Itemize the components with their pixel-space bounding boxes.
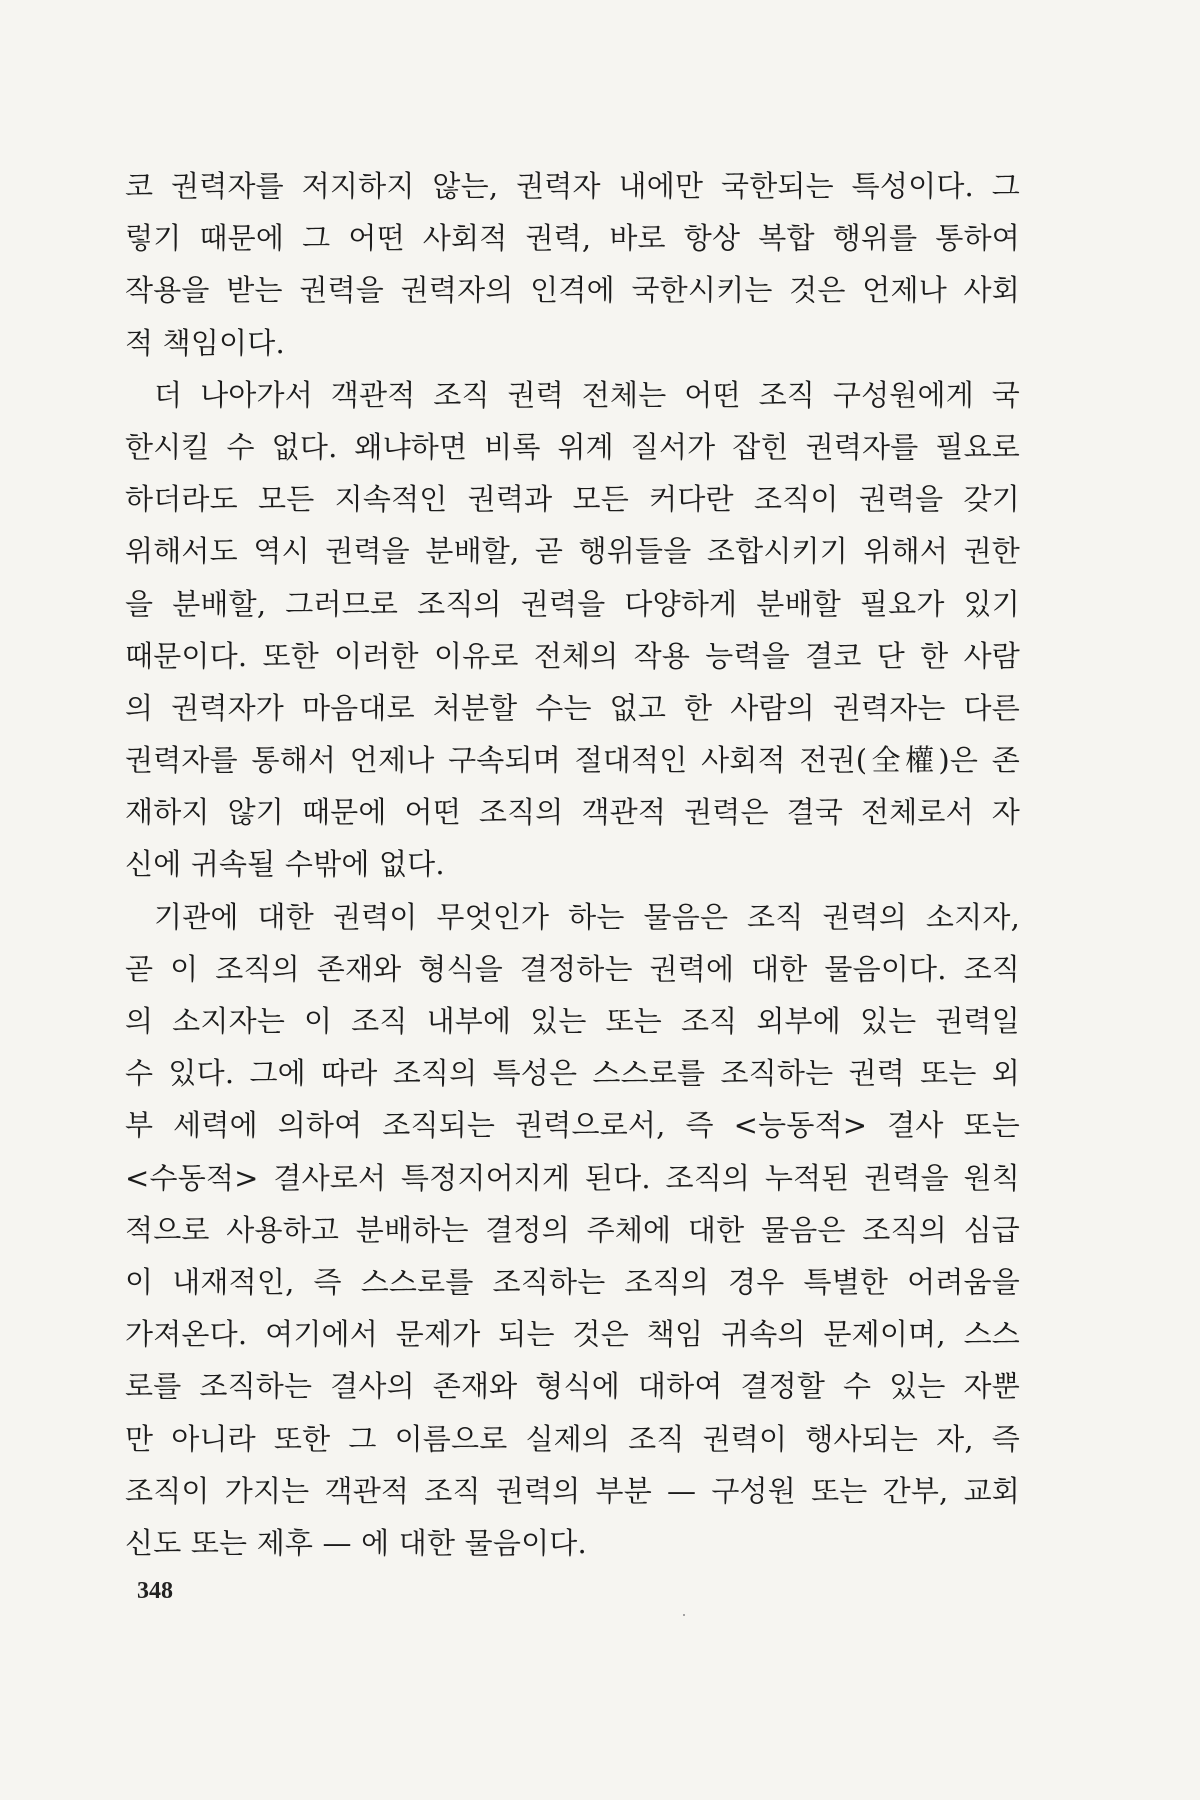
text-line: 을 분배할, 그러므로 조직의 권력을 다양하게 분배할 필요가 있기 <box>125 586 1020 621</box>
text-line: 가져온다. 여기에서 문제가 되는 것은 책임 귀속의 문제이며, 스스 <box>125 1317 1020 1352</box>
text-line: 재하지 않기 때문에 어떤 조직의 객관적 권력은 결국 전체로서 자 <box>125 795 1020 830</box>
text-line: 한시킬 수 없다. 왜냐하면 비록 위계 질서가 잡힌 권력자를 필요로 <box>125 429 1020 464</box>
scan-speck <box>683 1614 685 1616</box>
text-line: 로를 조직하는 결사의 존재와 형식에 대하여 결정할 수 있는 자뿐 <box>125 1369 1020 1404</box>
text-line: 수 있다. 그에 따라 조직의 특성은 스스로를 조직하는 권력 또는 외 <box>125 1056 1020 1091</box>
page-number: 348 <box>137 1578 173 1604</box>
text-line: 하더라도 모든 지속적인 권력과 모든 커다란 조직이 권력을 갖기 <box>125 482 1020 517</box>
text-line: 이 내재적인, 즉 스스로를 조직하는 조직의 경우 특별한 어려움을 <box>125 1264 1020 1299</box>
text-line: 신도 또는 제후 — 에 대한 물음이다. <box>125 1525 587 1560</box>
text-line: 부 세력에 의하여 조직되는 권력으로서, 즉 <능동적> 결사 또는 <box>125 1108 1020 1143</box>
text-line: 기관에 대한 권력이 무엇인가 하는 물음은 조직 권력의 소지자, <box>154 899 1020 934</box>
text-line: 의 소지자는 이 조직 내부에 있는 또는 조직 외부에 있는 권력일 <box>125 1004 1020 1038</box>
text-line: 권력자를 통해서 언제나 구속되며 절대적인 사회적 전권(全權)은 존 <box>125 743 1020 778</box>
text-line: 때문이다. 또한 이러한 이유로 전체의 작용 능력을 결코 단 한 사람 <box>125 638 1020 673</box>
text-line: 렇기 때문에 그 어떤 사회적 권력, 바로 항상 복합 행위를 통하여 <box>125 221 1020 256</box>
text-line: 의 권력자가 마음대로 처분할 수는 없고 한 사람의 권력자는 다른 <box>125 690 1020 725</box>
text-line: 곧 이 조직의 존재와 형식을 결정하는 권력에 대한 물음이다. 조직 <box>125 951 1020 986</box>
text-line: 만 아니라 또한 그 이름으로 실제의 조직 권력이 행사되는 자, 즉 <box>125 1421 1020 1456</box>
text-line: 더 나아가서 객관적 조직 권력 전체는 어떤 조직 구성원에게 국 <box>154 377 1020 412</box>
text-line: 적으로 사용하고 분배하는 결정의 주체에 대한 물음은 조직의 심급 <box>125 1212 1020 1247</box>
text-line: 코 권력자를 저지하지 않는, 권력자 내에만 국한되는 특성이다. 그 <box>125 169 1020 203</box>
body-text <box>125 160 1020 1569</box>
text-line: <수동적> 결사로서 특정지어지게 된다. 조직의 누적된 권력을 원칙 <box>125 1160 1020 1195</box>
text-line: 위해서도 역시 권력을 분배할, 곧 행위들을 조합시키기 위해서 권한 <box>125 534 1020 569</box>
text-line: 신에 귀속될 수밖에 없다. <box>125 847 445 882</box>
text-line: 적 책임이다. <box>125 325 285 360</box>
text-line: 조직이 가지는 객관적 조직 권력의 부분 — 구성원 또는 간부, 교회 <box>125 1473 1020 1508</box>
text-line: 작용을 받는 권력을 권력자의 인격에 국한시키는 것은 언제나 사회 <box>125 273 1020 308</box>
